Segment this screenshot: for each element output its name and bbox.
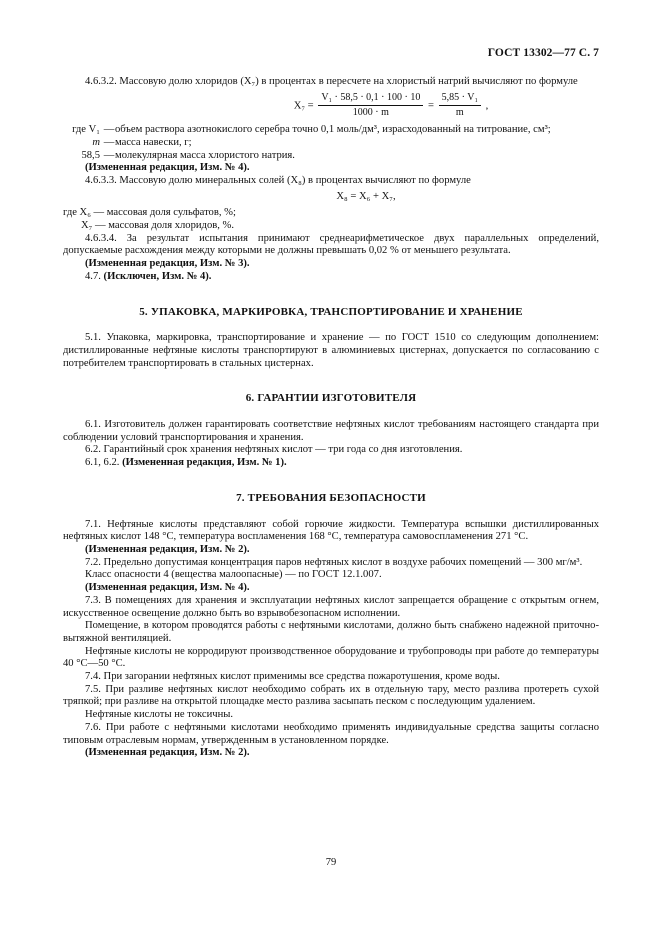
- amendment-note: (Измененная редакция, Изм. № 4).: [85, 582, 250, 594]
- definition-text: молекулярная масса хлористого натрия.: [115, 149, 295, 161]
- definition-symbol: 58,5: [81, 149, 100, 161]
- fraction-1: [318, 92, 423, 120]
- body-text: [63, 76, 599, 760]
- amendment-note: (Измененная редакция, Изм. № 3).: [85, 258, 250, 270]
- paragraph-7-2-class: Класс опасности 4 (вещества малоопасные) — по ГОСТ 12.1.007.: [85, 569, 382, 581]
- formula-x8: X₈ = X₆ + X₇,: [336, 190, 396, 202]
- paragraph-4-6-3-3: 4.6.3.3. Массовую долю минеральных солей (X₈) в процентах вычисляют по формуле: [85, 174, 471, 186]
- paragraph-7-3-corrosion: Нефтяные кислоты не корродируют производственное оборудование и трубопроводы при работе до температуры 40 °С—50 °С.: [63, 645, 599, 670]
- fraction-1-numerator: V₁ · 58,5 · 0,1 · 100 · 10: [318, 92, 423, 107]
- formula-equals: =: [428, 100, 434, 112]
- clause-number: 6.1, 6.2.: [85, 457, 120, 469]
- paragraph-7-4: 7.4. При загорании нефтяных кислот применимы все средства пожаротушения, кроме воды.: [85, 671, 500, 683]
- definition-dash: —: [103, 149, 115, 161]
- amendment-note: (Измененная редакция, Изм. № 1).: [122, 457, 287, 469]
- clause-text: (Исключен, Изм. № 4).: [103, 270, 212, 282]
- section-6-title: 6. ГАРАНТИИ ИЗГОТОВИТЕЛЯ: [245, 392, 417, 405]
- definition-dash: —: [103, 136, 115, 148]
- paragraph-4-7: [63, 271, 599, 284]
- paragraph-6-2: 6.2. Гарантийный срок хранения нефтяных кислот — три года со дня изготовления.: [85, 444, 463, 456]
- paragraph-7-5-toxicity: Нефтяные кислоты не токсичны.: [85, 709, 234, 721]
- paragraph-4-6-3-4: 4.6.3.4. За результат испытания принимают среднеарифметическое двух параллельных определений, допускаемые расхождения между которыми не должны превышать 0,02 % от меньшего результата.: [63, 232, 599, 257]
- fraction-2-denominator: m: [455, 107, 464, 119]
- paragraph-6-1-6-2: [63, 457, 599, 470]
- definition-58-5: [63, 150, 599, 163]
- paragraph-7-3: 7.3. В помещениях для хранения и эксплуатации нефтяных кислот запрещается обращение с открытым огнем, искусственное освещение должно быть во взрывобезопасном исполнении.: [63, 594, 599, 619]
- definition-m: [63, 137, 599, 150]
- paragraph-7-5: 7.5. При разливе нефтяных кислот необходимо собрать их в отдельную тару, место разлива протереть сухой тряпкой; при разливе на открытой площадке место разлива засыпать песком с последующим удалением.: [63, 683, 599, 708]
- paragraph-7-2: 7.2. Предельно допустимая концентрация паров нефтяных кислот в воздухе рабочих помещений — 300 мг/м³.: [85, 556, 583, 568]
- running-header: ГОСТ 13302—77 С. 7: [487, 47, 599, 59]
- fraction-2: [439, 92, 481, 120]
- amendment-note: (Измененная редакция, Изм. № 2).: [85, 543, 250, 555]
- paragraph-7-1: 7.1. Нефтяные кислоты представляют собой горючие жидкости. Температура вспышки дистиллированных нефтяных кислот 148 °С, температура воспламенения 168 °С, температура самовоспламенения 271 °С.: [63, 518, 599, 543]
- definition-x7: X₇ — массовая доля хлоридов, %.: [81, 220, 235, 232]
- page-number: 79: [325, 857, 337, 868]
- definition-v1: [63, 124, 599, 137]
- amendment-note: (Измененная редакция, Изм. № 2).: [85, 747, 250, 759]
- paragraph-4-6-3-2: 4.6.3.2. Массовую долю хлоридов (X₇) в процентах в пересчете на хлористый натрий вычисляют по формуле: [85, 76, 578, 87]
- paragraph-7-3-room: Помещение, в котором проводятся работы с нефтяными кислотами, должно быть снабжено надежной приточно-вытяжной вентиляцией.: [63, 620, 599, 644]
- paragraph-6-1: 6.1. Изготовитель должен гарантировать соответствие нефтяных кислот требованиям настоящего стандарта при соблюдении условий транспортирования и хранения.: [63, 419, 599, 443]
- definition-symbol: где V₁: [72, 124, 100, 136]
- definition-x6: где X₆ — массовая доля сульфатов, %;: [63, 207, 236, 219]
- formula-end: ,: [485, 100, 489, 112]
- section-5-title: 5. УПАКОВКА, МАРКИРОВКА, ТРАНСПОРТИРОВАНИЕ И ХРАНЕНИЕ: [139, 305, 523, 318]
- formula-x7: [63, 92, 599, 120]
- definition-dash: —: [103, 124, 115, 136]
- clause-number: 4.7.: [85, 270, 101, 282]
- fraction-2-numerator: 5,85 · V₁: [439, 92, 481, 107]
- definition-text: масса навески, г;: [115, 136, 192, 148]
- definition-text: объем раствора азотнокислого серебра точно 0,1 моль/дм³, израсходованный на титрование, см³;: [115, 124, 551, 136]
- formula-lhs: X₇ =: [293, 100, 314, 112]
- amendment-note: (Измененная редакция, Изм. № 4).: [85, 162, 250, 174]
- definition-symbol: m: [92, 136, 100, 148]
- section-7-title: 7. ТРЕБОВАНИЯ БЕЗОПАСНОСТИ: [236, 491, 426, 504]
- paragraph-5-1: 5.1. Упаковка, маркировка, транспортирование и хранение — по ГОСТ 1510 со следующим дополнением: дистиллированные нефтяные кислоты транспортируют в алюминиевых цистернах, допускается по согласованию с потребителем транспортировать в стальных цистернах.: [63, 332, 599, 369]
- fraction-1-denominator: 1000 · m: [352, 107, 389, 119]
- document-page: [63, 0, 599, 936]
- paragraph-7-6: 7.6. При работе с нефтяными кислотами необходимо применять индивидуальные средства защиты согласно типовым отраслевым нормам, утвержденным в установленном порядке.: [63, 721, 599, 746]
